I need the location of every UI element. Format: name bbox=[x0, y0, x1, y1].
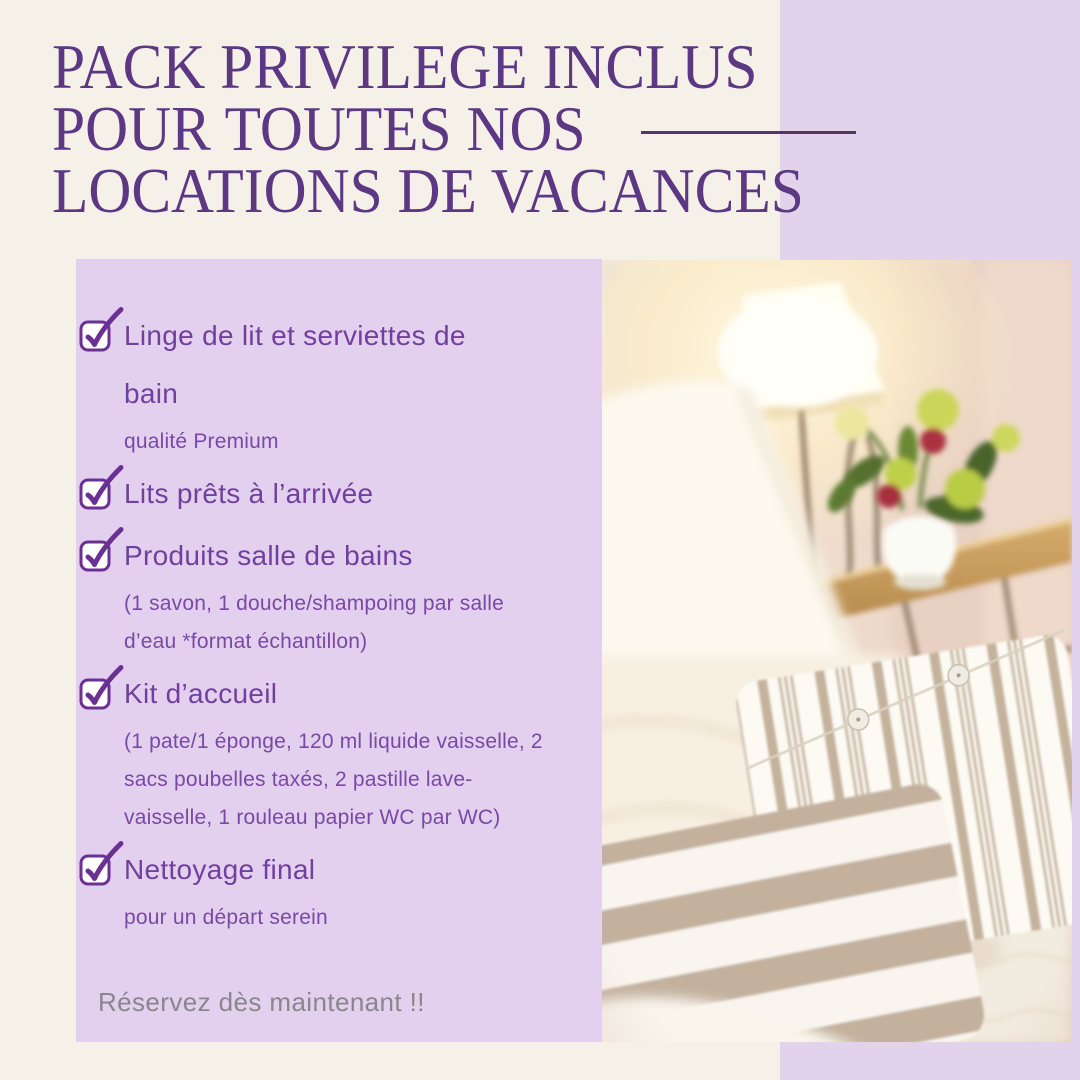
checked-checkbox-icon bbox=[80, 479, 112, 511]
page-title bbox=[52, 31, 804, 226]
checklist-item bbox=[80, 307, 592, 461]
item-label-line: Produits salle de bains bbox=[124, 540, 413, 571]
item-label-line: Kit d’accueil bbox=[124, 678, 278, 709]
cta-text: Réservez dès maintenant !! bbox=[98, 987, 425, 1017]
title-line-3: LOCATIONS DE VACANCES bbox=[52, 155, 804, 226]
item-label-line: Nettoyage final bbox=[124, 854, 316, 885]
bedroom-photo bbox=[602, 260, 1072, 1042]
checklist-item bbox=[80, 527, 592, 661]
item-detail-line: d’eau *format échantillon) bbox=[124, 630, 368, 653]
checklist-panel bbox=[76, 259, 602, 1042]
checked-checkbox-icon bbox=[80, 855, 112, 887]
checklist-item bbox=[80, 465, 592, 523]
checked-checkbox-icon bbox=[80, 541, 112, 573]
item-detail-line: (1 pate/1 éponge, 120 ml liquide vaisselle, 2 bbox=[124, 730, 543, 753]
item-label-line: Linge de lit et serviettes de bbox=[124, 320, 466, 351]
item-detail-line: pour un départ serein bbox=[124, 906, 328, 929]
checked-checkbox-icon bbox=[80, 321, 112, 353]
checklist-item bbox=[80, 841, 592, 937]
checklist-item bbox=[80, 665, 592, 837]
item-label-line: bain bbox=[124, 378, 179, 409]
title-line-1: PACK PRIVILEGE INCLUS bbox=[52, 31, 758, 102]
item-label-line: Lits prêts à l’arrivée bbox=[124, 478, 374, 509]
decorative-line bbox=[641, 131, 856, 134]
title-line-2: POUR TOUTES NOS bbox=[52, 93, 586, 164]
item-detail-line: (1 savon, 1 douche/shampoing par salle bbox=[124, 592, 505, 615]
item-detail-line: sacs poubelles taxés, 2 pastille lave- bbox=[124, 768, 473, 791]
checked-checkbox-icon bbox=[80, 679, 112, 711]
item-detail-line: vaisselle, 1 rouleau papier WC par WC) bbox=[124, 806, 501, 829]
item-detail-line: qualité Premium bbox=[124, 430, 279, 453]
